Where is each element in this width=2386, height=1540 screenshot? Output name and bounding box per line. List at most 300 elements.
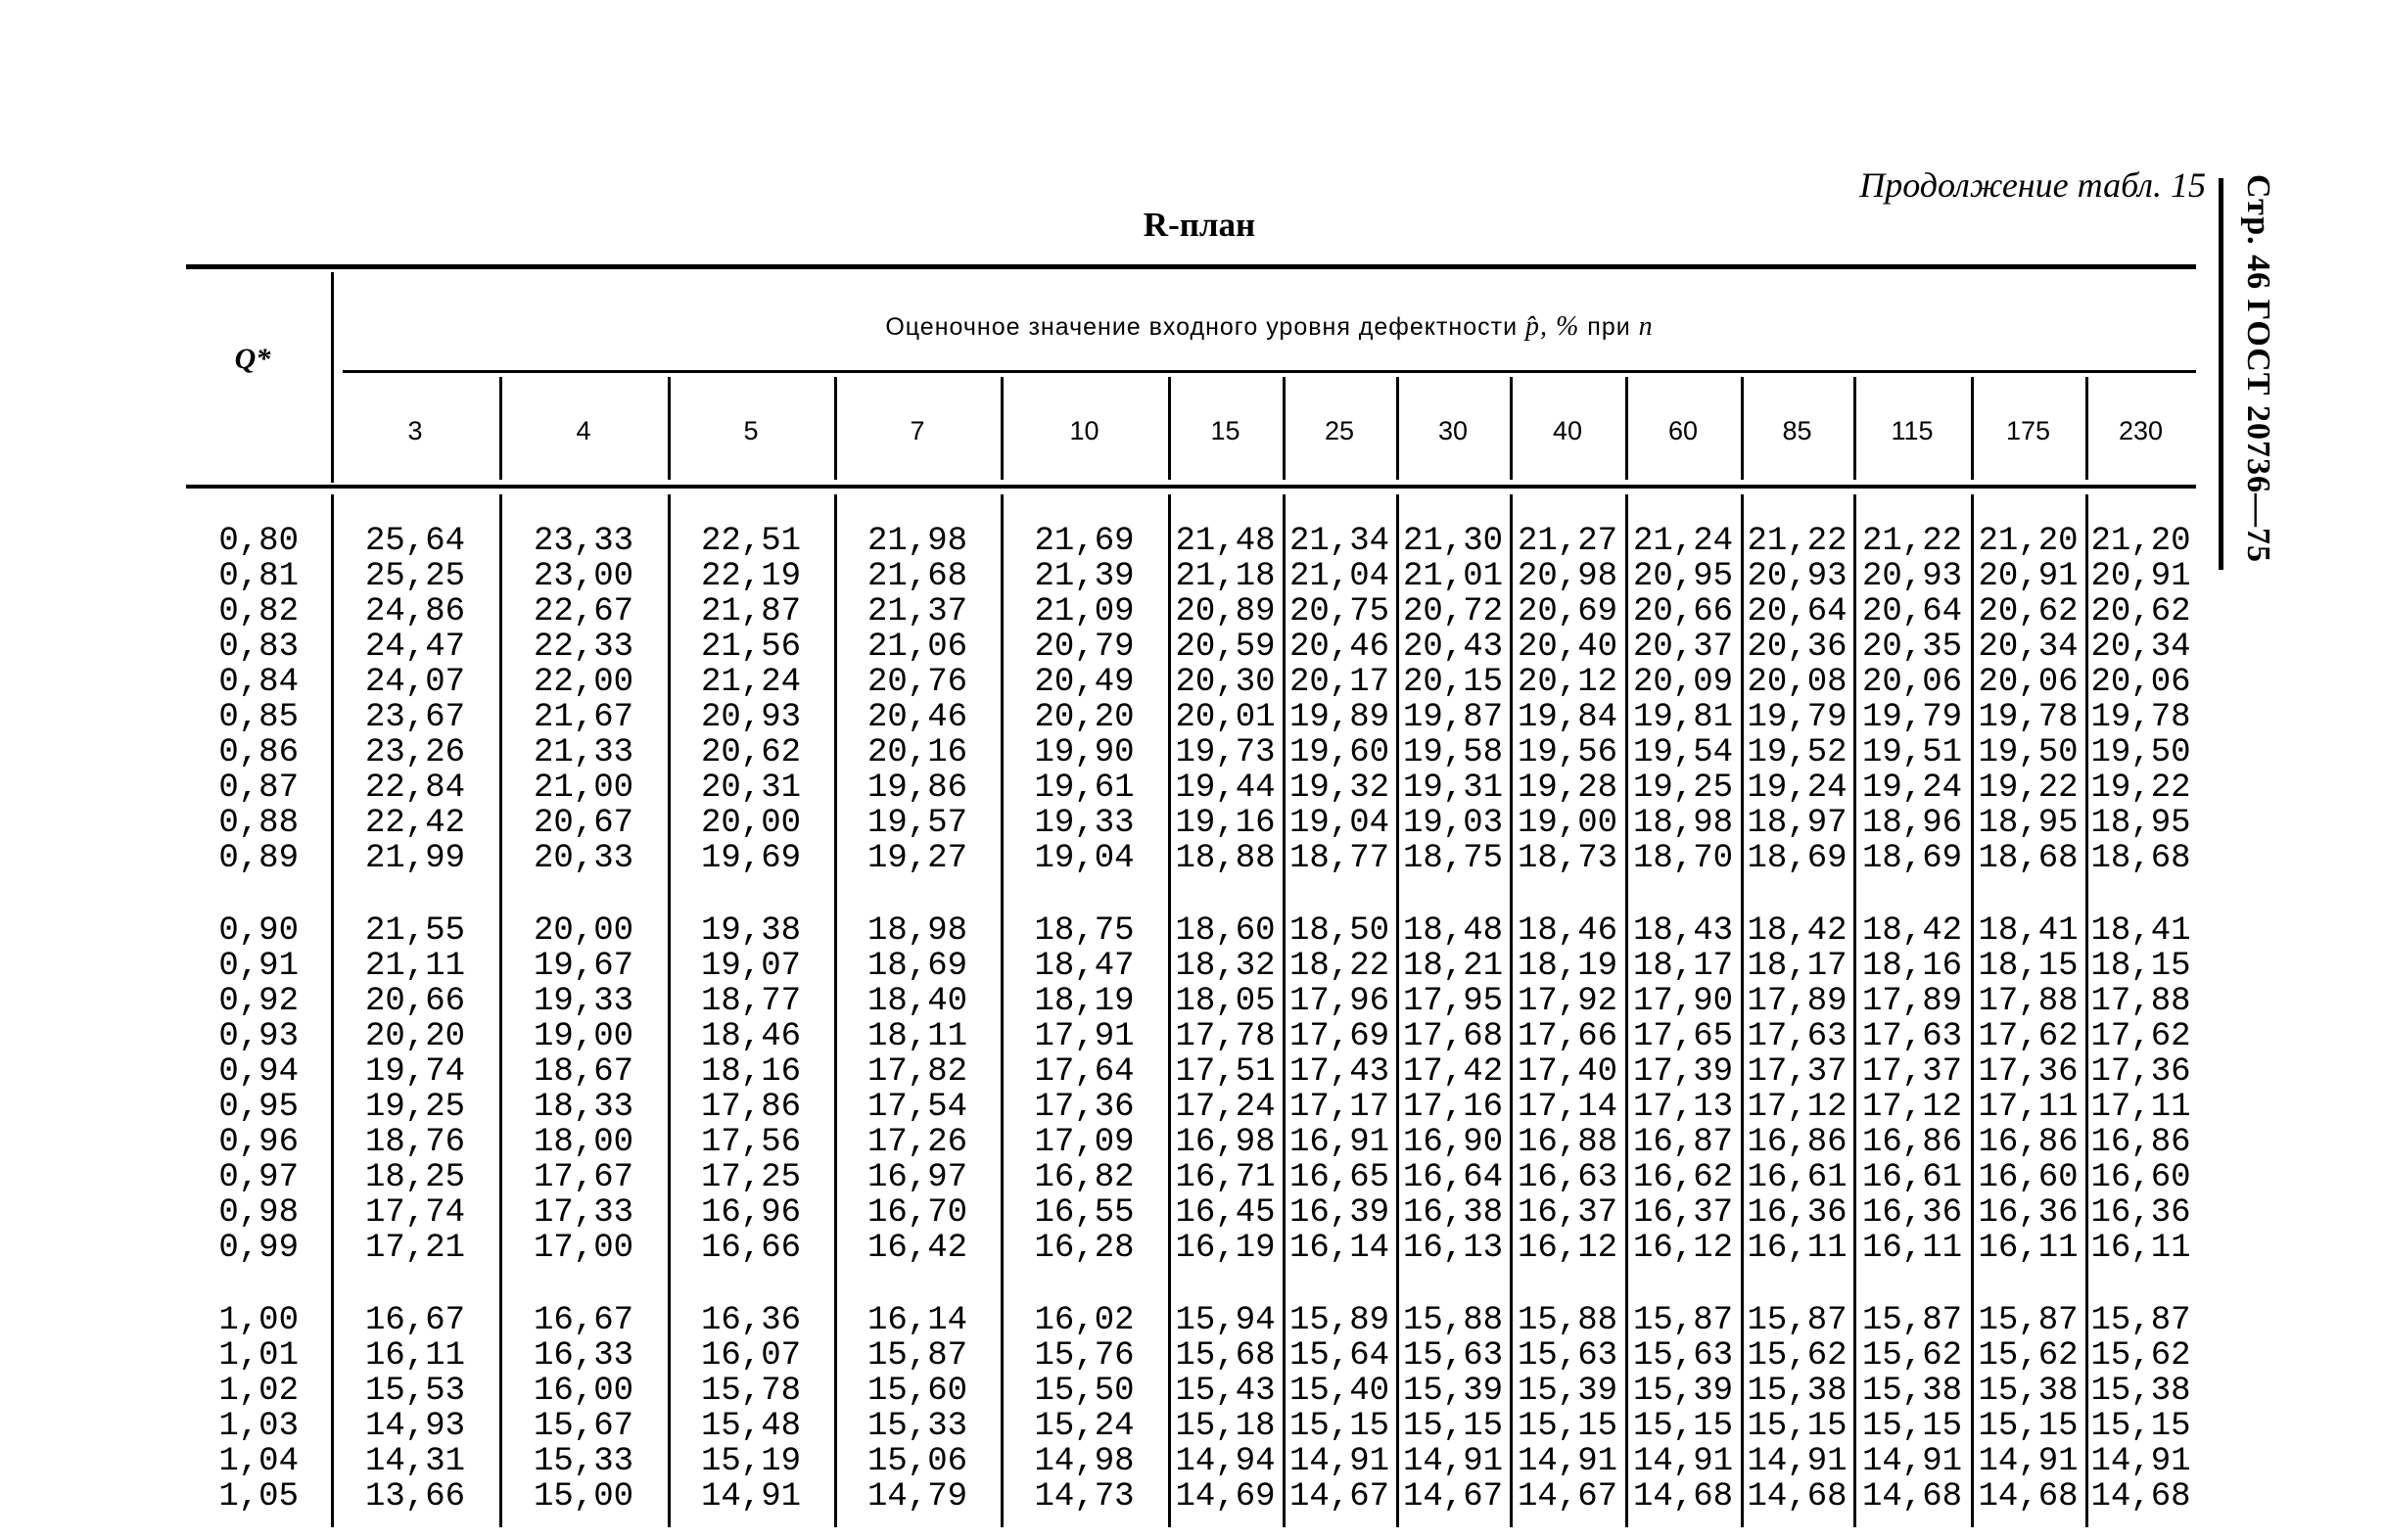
table-cell: 17,00 [533,1230,634,1267]
n-header-11: 115 [1891,416,1934,445]
table-cell: 21,99 [364,840,466,877]
n-header-4: 10 [1069,416,1099,445]
table-cell: 21,87 [700,593,802,630]
table-cell: 19,38 [700,912,802,950]
table-cell: 15,50 [1034,1373,1135,1410]
table-cell: 16,65 [1288,1159,1390,1196]
span-header-suffix: при [1587,313,1631,341]
table-cell: 18,67 [533,1053,634,1091]
table-cell: 15,38 [1747,1373,1848,1410]
table-cell: 15,89 [1288,1302,1390,1339]
table-cell: 19,67 [533,948,634,985]
table-cell: 20,06 [2090,664,2191,701]
table-cell: 20,91 [1978,558,2079,595]
table-cell: 15,33 [866,1408,968,1445]
table-cell: 17,67 [533,1159,634,1196]
table-cell: 24,07 [364,664,466,701]
table-cell: 16,86 [2090,1124,2191,1161]
table-cell: 16,12 [1632,1230,1734,1267]
table-cell: 17,26 [866,1124,968,1161]
table-cell: 20,00 [700,805,802,842]
table-cell: 20,34 [2090,629,2191,666]
table-cell: 16,60 [1978,1159,2079,1196]
table-cell: 16,36 [1978,1194,2079,1232]
table-cell: 20,17 [1288,664,1390,701]
table-cell: 21,22 [1747,523,1848,560]
table-cell: 16,88 [1517,1124,1618,1161]
table-cell: 20,69 [1517,593,1618,630]
n-header-6: 25 [1324,416,1355,445]
table-cell: 17,12 [1747,1089,1848,1126]
table-cell: 15,15 [2090,1408,2191,1445]
table-cell: 14,93 [364,1408,466,1445]
table-cell: 16,39 [1288,1194,1390,1232]
table-cell: 14,94 [1175,1443,1276,1480]
table-cell: 20,16 [866,734,968,771]
table-cell: 17,11 [1978,1089,2079,1126]
table-cell: 14,91 [1861,1443,1963,1480]
table-cell: 19,81 [1632,699,1734,736]
table-cell: 21,98 [866,523,968,560]
table-cell: 19,56 [1517,734,1618,771]
table-cell: 16,86 [1978,1124,2079,1161]
table-cell: 21,18 [1175,558,1276,595]
table-cell: 16,14 [1288,1230,1390,1267]
table-cell: 16,70 [866,1194,968,1232]
q-value: 0,87 [218,770,299,807]
table-cell: 21,69 [1034,523,1135,560]
header-mid-rule [343,370,2196,373]
table-cell: 19,87 [1402,699,1504,736]
page-side-label: Стр. 46 ГОСТ 20736—75 [2240,174,2276,564]
table-cell: 21,68 [866,558,968,595]
n-header-3: 7 [910,416,925,445]
table-cell: 17,37 [1861,1053,1963,1091]
table-cell: 20,20 [1034,699,1135,736]
table-cell: 18,42 [1747,912,1848,950]
table-cell: 16,19 [1175,1230,1276,1267]
table-cell: 16,97 [866,1159,968,1196]
table-cell: 14,98 [1034,1443,1135,1480]
n-header-5: 15 [1210,416,1240,445]
table-cell: 15,15 [1978,1408,2079,1445]
table-cell: 19,52 [1747,734,1848,771]
table-cell: 19,57 [866,805,968,842]
table-cell: 20,93 [1747,558,1848,595]
table-cell: 15,39 [1402,1373,1504,1410]
table-cell: 19,32 [1288,770,1390,807]
q-value: 1,00 [218,1302,299,1339]
table-cell: 18,88 [1175,840,1276,877]
table-cell: 15,60 [866,1373,968,1410]
table-cell: 17,69 [1288,1018,1390,1055]
table-cell: 14,67 [1402,1478,1504,1516]
table-cell: 19,84 [1517,699,1618,736]
table-cell: 16,38 [1402,1194,1504,1232]
table-cell: 24,47 [364,629,466,666]
table-cell: 15,62 [1747,1337,1848,1375]
table-cell: 17,66 [1517,1018,1618,1055]
table-cell: 17,42 [1402,1053,1504,1091]
table-cell: 20,00 [533,912,634,950]
table-cell: 19,22 [2090,770,2191,807]
table-cell: 18,75 [1034,912,1135,950]
table-cell: 17,33 [533,1194,634,1232]
table-cell: 18,69 [1861,840,1963,877]
table-cell: 20,30 [1175,664,1276,701]
table-cell: 20,95 [1632,558,1734,595]
table-cell: 15,19 [700,1443,802,1480]
table-cell: 18,46 [1517,912,1618,950]
table-cell: 14,91 [1632,1443,1734,1480]
table-cell: 17,13 [1632,1089,1734,1126]
table-cell: 15,15 [1517,1408,1618,1445]
table-cell: 15,67 [533,1408,634,1445]
table-cell: 15,40 [1288,1373,1390,1410]
table-cell: 16,36 [1861,1194,1963,1232]
q-value: 1,04 [218,1443,299,1480]
table-cell: 15,88 [1402,1302,1504,1339]
table-cell: 23,33 [533,523,634,560]
q-value: 0,81 [218,558,299,595]
table-cell: 16,37 [1632,1194,1734,1232]
table-cell: 15,15 [1861,1408,1963,1445]
table-cell: 21,39 [1034,558,1135,595]
table-cell: 16,90 [1402,1124,1504,1161]
table-cell: 16,37 [1517,1194,1618,1232]
table-cell: 23,67 [364,699,466,736]
n-header-13: 230 [2118,416,2164,445]
table-cell: 17,39 [1632,1053,1734,1091]
table-cell: 20,31 [700,770,802,807]
q-value: 0,99 [218,1230,299,1267]
table-cell: 21,33 [533,734,634,771]
table-cell: 15,15 [1747,1408,1848,1445]
table-cell: 18,95 [2090,805,2191,842]
table-cell: 16,60 [2090,1159,2191,1196]
table-cell: 19,89 [1288,699,1390,736]
n-header-2: 5 [743,416,759,445]
table-cell: 14,68 [1632,1478,1734,1516]
table-cell: 15,15 [1632,1408,1734,1445]
span-header [343,311,2196,343]
table-cell: 20,43 [1402,629,1504,666]
table-cell: 25,64 [364,523,466,560]
table-cell: 19,25 [364,1089,466,1126]
table-cell: 17,88 [2090,983,2191,1020]
table-cell: 20,49 [1034,664,1135,701]
q-value: 0,89 [218,840,299,877]
table-cell: 15,38 [1978,1373,2079,1410]
table-cell: 18,25 [364,1159,466,1196]
table-cell: 20,46 [866,699,968,736]
table-cell: 19,54 [1632,734,1734,771]
table-cell: 15,00 [533,1478,634,1516]
table-cell: 18,15 [1978,948,2079,985]
q-value: 0,95 [218,1089,299,1126]
table-cell: 17,36 [2090,1053,2191,1091]
table-cell: 18,69 [866,948,968,985]
table-cell: 16,11 [1861,1230,1963,1267]
table-cell: 17,92 [1517,983,1618,1020]
table-cell: 15,63 [1632,1337,1734,1375]
table-cell: 17,68 [1402,1018,1504,1055]
table-cell: 20,15 [1402,664,1504,701]
table-cell: 20,06 [1861,664,1963,701]
table-cell: 19,00 [1517,805,1618,842]
table-cell: 17,96 [1288,983,1390,1020]
table-cell: 18,69 [1747,840,1848,877]
table-cell: 17,82 [866,1053,968,1091]
table-cell: 22,84 [364,770,466,807]
table-cell: 18,70 [1632,840,1734,877]
table-cell: 18,98 [1632,805,1734,842]
q-value: 0,80 [218,523,299,560]
table-cell: 17,90 [1632,983,1734,1020]
table-cell: 21,30 [1402,523,1504,560]
table-cell: 16,61 [1747,1159,1848,1196]
table-cell: 19,69 [700,840,802,877]
table-cell: 21,24 [700,664,802,701]
table-cell: 19,25 [1632,770,1734,807]
table-cell: 19,90 [1034,734,1135,771]
q-value: 0,88 [218,805,299,842]
table-cell: 18,68 [1978,840,2079,877]
table-cell: 21,11 [364,948,466,985]
table-cell: 18,48 [1402,912,1504,950]
table-cell: 16,00 [533,1373,634,1410]
table-cell: 16,86 [1861,1124,1963,1161]
table-cell: 16,87 [1632,1124,1734,1161]
table-cell: 15,87 [1632,1302,1734,1339]
table-cell: 19,51 [1861,734,1963,771]
table-cell: 16,36 [700,1302,802,1339]
table-cell: 20,75 [1288,593,1390,630]
table-cell: 20,36 [1747,629,1848,666]
table-cell: 15,24 [1034,1408,1135,1445]
table-cell: 20,40 [1517,629,1618,666]
table-cell: 20,66 [1632,593,1734,630]
table-cell: 20,89 [1175,593,1276,630]
table-cell: 20,66 [364,983,466,1020]
q-value: 0,84 [218,664,299,701]
table-cell: 15,62 [1978,1337,2079,1375]
table-cell: 17,74 [364,1194,466,1232]
table-cell: 18,97 [1747,805,1848,842]
table-cell: 14,73 [1034,1478,1135,1516]
n-symbol: n [1638,311,1654,342]
table-cell: 18,76 [364,1124,466,1161]
q-value: 1,03 [218,1408,299,1445]
table-cell: 15,64 [1288,1337,1390,1375]
q-value: 0,91 [218,948,299,985]
table-cell: 17,62 [2090,1018,2191,1055]
table-cell: 17,86 [700,1089,802,1126]
table-cell: 19,33 [1034,805,1135,842]
table-cell: 17,51 [1175,1053,1276,1091]
table-cell: 17,88 [1978,983,2079,1020]
table-cell: 18,16 [1861,948,1963,985]
table-cell: 15,63 [1402,1337,1504,1375]
table-cell: 15,94 [1175,1302,1276,1339]
table-cell: 15,33 [533,1443,634,1480]
table-cell: 18,46 [700,1018,802,1055]
table-cell: 18,73 [1517,840,1618,877]
table-cell: 14,91 [1747,1443,1848,1480]
table-cell: 21,48 [1175,523,1276,560]
table-cell: 18,05 [1175,983,1276,1020]
table-cell: 15,76 [1034,1337,1135,1375]
table-cell: 22,19 [700,558,802,595]
table-cell: 20,62 [1978,593,2079,630]
table-cell: 16,11 [1978,1230,2079,1267]
table-cell: 21,56 [700,629,802,666]
table-cell: 18,47 [1034,948,1135,985]
q-value: 0,93 [218,1018,299,1055]
table-cell: 14,91 [700,1478,802,1516]
table-cell: 15,88 [1517,1302,1618,1339]
table-cell: 17,36 [1978,1053,2079,1091]
table-cell: 15,06 [866,1443,968,1480]
table-cell: 18,21 [1402,948,1504,985]
table-cell: 19,07 [700,948,802,985]
table-cell: 21,20 [2090,523,2191,560]
table-cell: 14,67 [1517,1478,1618,1516]
q-value: 1,02 [218,1373,299,1410]
table-cell: 18,32 [1175,948,1276,985]
table-cell: 17,25 [700,1159,802,1196]
table-cell: 17,78 [1175,1018,1276,1055]
table-cell: 16,45 [1175,1194,1276,1232]
table-cell: 19,79 [1861,699,1963,736]
table-cell: 18,17 [1747,948,1848,985]
q-value: 1,05 [218,1478,299,1516]
n-header-0: 3 [407,416,423,445]
q-value: 0,92 [218,983,299,1020]
table-cell: 16,11 [364,1337,466,1375]
table-cell: 23,26 [364,734,466,771]
span-header-text: Оценочное значение входного уровня дефектности [885,313,1519,341]
table-cell: 15,38 [2090,1373,2191,1410]
table-cell: 17,63 [1861,1018,1963,1055]
table-cell: 20,35 [1861,629,1963,666]
table-cell: 20,64 [1861,593,1963,630]
table-cell: 17,64 [1034,1053,1135,1091]
table-cell: 19,86 [866,770,968,807]
table-cell: 19,78 [2090,699,2191,736]
table-cell: 19,58 [1402,734,1504,771]
q-value: 0,82 [218,593,299,630]
table-cell: 17,11 [2090,1089,2191,1126]
q-value: 0,85 [218,699,299,736]
q-header: Q* [234,343,271,375]
table-cell: 21,37 [866,593,968,630]
table-cell: 22,33 [533,629,634,666]
table-cell: 20,20 [364,1018,466,1055]
table-cell: 17,56 [700,1124,802,1161]
table-cell: 17,24 [1175,1089,1276,1126]
table-cell: 21,01 [1402,558,1504,595]
table-cell: 19,44 [1175,770,1276,807]
table-cell: 17,95 [1402,983,1504,1020]
q-value: 1,01 [218,1337,299,1375]
table-cell: 17,63 [1747,1018,1848,1055]
n-header-8: 40 [1552,416,1583,445]
table-cell: 18,77 [700,983,802,1020]
table-cell: 22,51 [700,523,802,560]
table-cell: 19,50 [1978,734,2079,771]
table-cell: 22,00 [533,664,634,701]
table-cell: 18,77 [1288,840,1390,877]
table-cell: 17,09 [1034,1124,1135,1161]
table-cell: 20,46 [1288,629,1390,666]
table-cell: 17,40 [1517,1053,1618,1091]
table-cell: 19,22 [1978,770,2079,807]
table-cell: 14,68 [1861,1478,1963,1516]
table-cell: 14,68 [1747,1478,1848,1516]
table-cell: 15,78 [700,1373,802,1410]
table-cell: 20,37 [1632,629,1734,666]
table-cell: 20,59 [1175,629,1276,666]
table-cell: 18,15 [2090,948,2191,985]
table-cell: 18,40 [866,983,968,1020]
table-cell: 16,61 [1861,1159,1963,1196]
table-cell: 17,12 [1861,1089,1963,1126]
table-cell: 19,27 [866,840,968,877]
table-cell: 20,33 [533,840,634,877]
table-cell: 15,63 [1517,1337,1618,1375]
table-cell: 19,73 [1175,734,1276,771]
table-cell: 19,61 [1034,770,1135,807]
table-cell: 15,39 [1517,1373,1618,1410]
table-cell: 15,48 [700,1408,802,1445]
table-cell: 17,91 [1034,1018,1135,1055]
table-cell: 16,96 [700,1194,802,1232]
table-cell: 18,22 [1288,948,1390,985]
table-cell: 18,11 [866,1018,968,1055]
table-cell: 18,96 [1861,805,1963,842]
table-cell: 18,00 [533,1124,634,1161]
table-cell: 19,78 [1978,699,2079,736]
table-cell: 20,64 [1747,593,1848,630]
table-cell: 14,91 [1978,1443,2079,1480]
table-cell: 16,33 [533,1337,634,1375]
table-cell: 15,62 [1861,1337,1963,1375]
table-cell: 19,28 [1517,770,1618,807]
table-cell: 18,60 [1175,912,1276,950]
n-header-7: 30 [1437,416,1469,445]
table-cell: 15,68 [1175,1337,1276,1375]
table-cell: 16,36 [1747,1194,1848,1232]
table-cell: 19,16 [1175,805,1276,842]
table-cell: 20,01 [1175,699,1276,736]
p-hat-symbol: p̂, % [1525,311,1580,342]
q-value: 0,96 [218,1124,299,1161]
table-cell: 16,14 [866,1302,968,1339]
table-cell: 21,67 [533,699,634,736]
header-bottom-rule [186,485,2196,489]
q-value: 0,90 [218,912,299,950]
table-cell: 19,04 [1288,805,1390,842]
table-cell: 16,82 [1034,1159,1135,1196]
table-cell: 16,71 [1175,1159,1276,1196]
table-cell: 20,76 [866,664,968,701]
table-cell: 21,22 [1861,523,1963,560]
table-cell: 17,65 [1632,1018,1734,1055]
table-cell: 22,67 [533,593,634,630]
table-cell: 20,12 [1517,664,1618,701]
table-cell: 18,17 [1632,948,1734,985]
